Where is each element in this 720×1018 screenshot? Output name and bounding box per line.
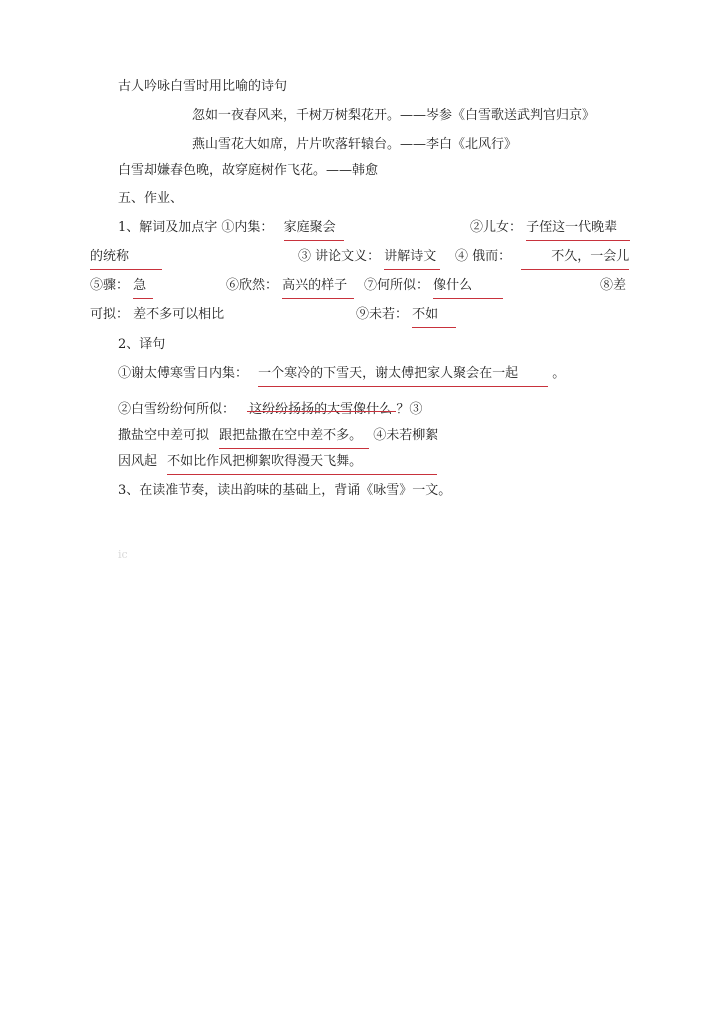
q2-s1-end: 。 — [552, 366, 566, 381]
q1-item-4-answer: 不久，一会儿 — [521, 248, 629, 266]
q1-item-6-label: ⑥欣然： — [226, 278, 279, 293]
q1-item-2-answer-cont: 的统称 — [90, 248, 162, 266]
q1-item-5-answer: 急 — [133, 277, 153, 295]
q1-item-6 — [226, 277, 354, 295]
homework-heading: 五、作业、 — [118, 191, 184, 206]
poem-line-1: 忽如一夜春风来，千树万树梨花开。——岑参《白雪歌送武判官归京》 — [192, 108, 596, 123]
q1-item-7-label: ⑦何所似： — [364, 278, 430, 293]
q1-item-8-answer: 差不多可以相比 — [133, 307, 225, 322]
q2-s4-prompt: 因风起 — [118, 454, 158, 469]
poem-line-3: 白雪却嫌春色晚，故穿庭树作飞花。——韩愈 — [118, 163, 379, 178]
q2-s2-prompt: ②白雪纷纷何所似： — [118, 402, 236, 417]
q1-item-1-label: ①内集： — [221, 220, 274, 235]
q1-item-4-label: ④ 俄而： — [455, 249, 512, 264]
q3-text: 3、在读准节奏，读出韵味的基础上，背诵《咏雪》一文。 — [118, 483, 452, 498]
q2-s1-prompt: ①谢太傅寒雪日内集： — [118, 366, 249, 381]
q1-item-4 — [455, 248, 629, 266]
q1-item-2-answer: 子侄这一代晚辈 — [526, 219, 630, 237]
q2-label: 2、译句 — [118, 337, 166, 352]
q1-item-2-label: ②儿女： — [470, 220, 523, 235]
q2-sentence-1 — [118, 365, 565, 383]
q1-item-1-answer: 家庭聚会 — [284, 219, 344, 237]
q1-item-3 — [298, 248, 440, 266]
poem-line-2: 燕山雪花大如席，片片吹落轩辕台。——李白《北风行》 — [192, 137, 518, 152]
q1-item-5-label: ⑤骤： — [90, 278, 130, 293]
q1-item-3-answer: 讲解诗文 — [384, 248, 440, 266]
q1-item-8-label: ⑧差 — [600, 278, 627, 293]
q1-item-8-label-cont: 可拟： — [90, 307, 130, 322]
faint-mark: ic — [118, 548, 128, 561]
q1-item-9-answer: 不如 — [412, 306, 456, 324]
q2-s4-answer: 不如比作风把柳絮吹得漫天飞舞。 — [167, 453, 437, 471]
q2-s3-end: ④未若柳絮 — [373, 428, 439, 443]
q2-s2-answer: 这纷纷扬扬的大雪像什么 — [249, 402, 393, 417]
q1-item-6-answer: 高兴的样子 — [282, 277, 354, 295]
q1-item-7-answer: 像什么 — [433, 277, 503, 295]
q1-item-3-label: ③ 讲论文义： — [298, 249, 381, 264]
q2-sentence-4 — [118, 453, 437, 471]
q1-row-1 — [118, 219, 344, 237]
q1-item-5 — [90, 277, 153, 295]
q2-s2-end: ？③ — [396, 402, 423, 417]
poem-heading: 古人吟咏白雪时用比喻的诗句 — [118, 79, 288, 94]
q2-sentence-2 — [118, 401, 422, 419]
q2-s1-answer: 一个寒冷的下雪天，谢太傅把家人聚会在一起 — [258, 365, 548, 383]
q1-item-9 — [356, 306, 456, 324]
q2-s3-answer: 跟把盐撒在空中差不多。 — [219, 427, 369, 445]
q1-item-9-label: ⑨未若： — [356, 307, 409, 322]
q1-item-8-cont — [90, 306, 224, 324]
q1-item-2 — [470, 219, 630, 237]
q1-item-7 — [364, 277, 503, 295]
q1-label: 1、解词及加点字 — [118, 220, 218, 235]
q2-sentence-3 — [118, 427, 438, 445]
q1-row-2 — [90, 248, 162, 266]
q2-s3-prompt: 撒盐空中差可拟 — [118, 428, 210, 443]
